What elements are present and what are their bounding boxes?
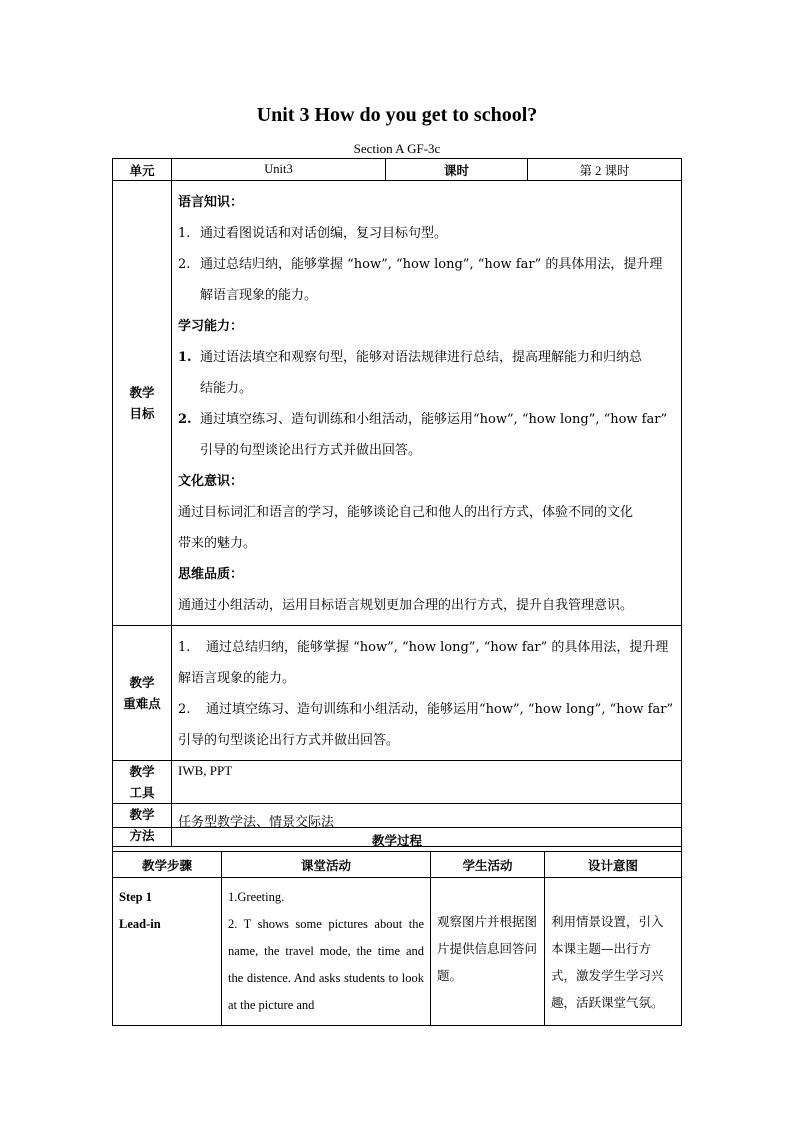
tools-row [113,761,682,804]
design-intent-cell: 利用情景设置，引入本课主题—出行方式，激发学生学习兴趣，活跃课堂气氛。 [545,878,682,1026]
ability-item-2-cont: 引导的句型谈论出行方式并做出回答。 [200,443,422,458]
ability-heading: 学习能力： [178,319,244,334]
method-value: 任务型教学法、情景交际法 [172,804,682,847]
process-heading-row [113,828,682,852]
process-row [113,878,682,1026]
thinking-heading: 思维品质： [178,567,244,582]
lang-item-1-num: 1. [178,226,191,241]
step-name: Lead-in [119,917,161,931]
period-value: 第 2 课时 [528,159,682,181]
ability-item-1-text: 通过语法填空和观察句型，能够对语法规律进行总结，提高理解能力和归纳总 [200,350,643,365]
lang-item-1-text: 通过看图说话和对话创编，复习目标句型。 [200,226,448,241]
page-subtitle: Section A GF-3c [353,141,441,156]
lang-item-2-cont: 解语言现象的能力。 [200,288,318,303]
tools-label-line1: 教学 [129,764,155,779]
key-points-label-line1: 教学 [129,675,155,690]
activity-1: 1.Greeting. [228,890,285,904]
key-item-2-num: 2. [178,702,191,717]
key-points-row [113,626,682,761]
lang-item-2-text: 通过总结归纳，能够掌握 “how”, “how long”, “how far” 的具体用法，提升理 [200,257,663,272]
method-label-line1: 教学 [129,807,155,822]
ability-item-1-num: 1. [178,350,192,365]
objectives-label-line1: 教学 [129,385,155,400]
tools-label-line2: 工具 [129,785,155,800]
objectives-label [113,181,172,626]
objectives-row [113,181,682,626]
key-points-label [113,626,172,761]
activity-cell [222,878,431,1026]
lesson-plan-table [112,158,682,847]
process-heading: 教学过程 [113,828,682,852]
key-points-content [172,626,682,761]
thinking-text: 通通过小组活动，运用目标语言规划更加合理的出行方式，提升自我管理意识。 [178,598,634,613]
objectives-label-line2: 目标 [129,406,155,421]
process-table [112,827,682,1026]
process-columns-row [113,852,682,878]
lang-item-2 [178,249,675,280]
lang-item-1 [178,218,675,249]
unit-value: Unit3 [172,159,386,181]
tools-label [113,761,172,804]
key-item-2-cont: 引导的句型谈论出行方式并做出回答。 [178,733,400,748]
period-label: 课时 [386,159,528,181]
method-label-line2: 方法 [129,828,155,843]
ability-item-2 [178,404,675,435]
key-item-2 [178,694,675,725]
key-item-1 [178,632,675,663]
key-item-1-cont: 解语言现象的能力。 [178,671,296,686]
ability-item-1-cont: 结能力。 [200,381,253,396]
key-item-2-text: 通过填空练习、造句训练和小组活动，能够运用“how”, “how long”, “how far” [206,702,674,717]
tools-value: IWB, PPT [172,761,682,804]
key-item-1-text: 通过总结归纳，能够掌握 “how”, “how long”, “how far” 的具体用法，提升理 [206,640,669,655]
step-number: Step 1 [119,890,152,904]
col-header-step: 教学步骤 [113,852,222,878]
col-header-student: 学生活动 [431,852,545,878]
key-points-label-line2: 重难点 [123,696,161,711]
culture-text-a: 通过目标词汇和语言的学习，能够谈论自己和他人的出行方式，体验不同的文化 [178,505,634,520]
culture-text-b: 带来的魅力。 [178,536,257,551]
student-activity-cell: 观察图片并根据图片提供信息回答问题。 [431,878,545,1026]
page-title: Unit 3 How do you get to school? [256,104,538,126]
header-row [113,159,682,181]
objectives-content [172,181,682,626]
lang-item-2-num: 2. [178,257,191,272]
step-cell [113,878,222,1026]
key-item-1-num: 1. [178,640,191,655]
activity-2: 2. T shows some pictures about the name, the travel mode, the time and the distence. And asks students to look at the picture and [228,917,424,1012]
ability-item-1 [178,342,675,373]
col-header-intent: 设计意图 [545,852,682,878]
ability-item-2-text: 通过填空练习、造句训练和小组活动，能够运用“how”, “how long”, “how far” [200,412,668,427]
col-header-activity: 课堂活动 [222,852,431,878]
unit-label: 单元 [113,159,172,181]
ability-item-2-num: 2. [178,412,192,427]
lang-knowledge-heading: 语言知识： [178,195,244,210]
culture-heading: 文化意识： [178,474,244,489]
